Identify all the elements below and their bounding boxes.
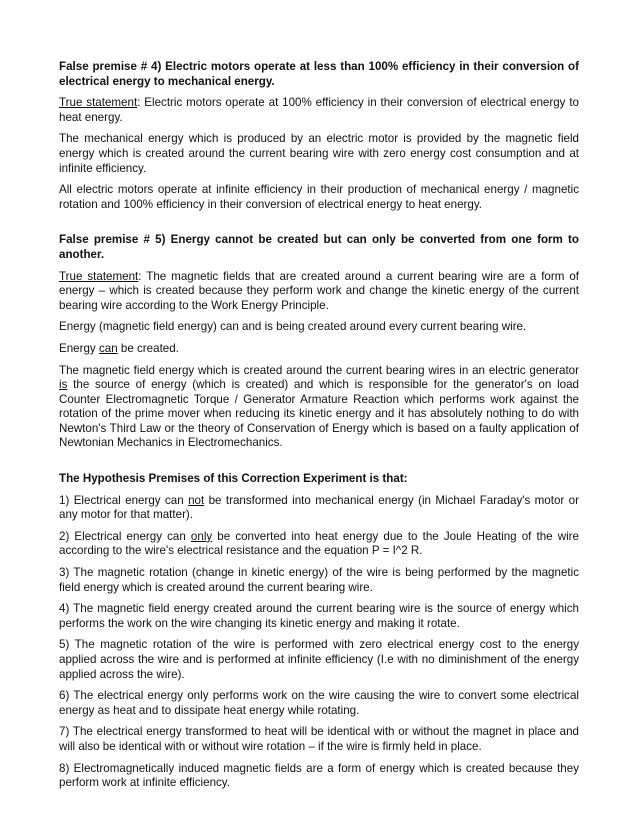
section-5-paragraph-1: Energy (magnetic field energy) can and is being created around every current bearing wire.	[59, 320, 527, 334]
hypothesis-item-8: 8) Electromagnetically induced magnetic fields are a form of energy which is created because they perform work at infinite efficiency.	[59, 761, 579, 790]
section-4-paragraph-2: All electric motors operate at infinite efficiency in their production of mechanical energy / magnetic rotation and 100% efficiency in their conversion of electrical energy to heat energy.	[59, 183, 579, 211]
section-5-paragraph-3	[59, 364, 579, 452]
section-5-heading: False premise # 5) Energy cannot be created but can only be converted from one form to another.	[59, 233, 579, 261]
text-run: be transformed into mechanical energy (in Michael Faraday's motor or any motor for that matter).	[59, 493, 579, 522]
hypothesis-item-4: 4) The magnetic field energy created around the current bearing wire is the source of energy which performs the work on the wire changing its kinetic energy and making it rotate.	[59, 602, 579, 630]
underlined-word: is	[59, 378, 68, 392]
true-statement-label: True statement	[59, 96, 138, 110]
text-run: 1) Electrical energy can	[59, 493, 189, 507]
underlined-word: not	[188, 493, 205, 507]
text-run: be converted into heat energy due to the Joule Heating of the wire according to the wire's electrical resistance and the equation P = I^2 R.	[59, 529, 579, 558]
underlined-word: only	[190, 529, 213, 543]
section-4-heading: False premise # 4) Electric motors operate at less than 100% efficiency in their conversion of electrical energy to mechanical energy.	[59, 60, 579, 88]
hypothesis-heading: The Hypothesis Premises of this Correction Experiment is that:	[59, 472, 408, 486]
true-statement-text: : Electric motors operate at 100% efficiency in their conversion of electrical energy to heat energy.	[59, 96, 579, 124]
text-run: The magnetic field energy which is created around the current bearing wires in an electric generator	[59, 363, 579, 377]
section-4-paragraph-1: The mechanical energy which is produced by an electric motor is provided by the magnetic field energy which is created around the current bearing wire with zero energy cost consumption and at infinite efficiency.	[59, 132, 579, 175]
section-5-paragraph-2	[59, 342, 579, 357]
document-page	[59, 60, 579, 798]
hypothesis-item-6: 6) The electrical energy only performs work on the wire causing the wire to convert some electrical energy as heat and to dissipate heat energy while rotating.	[59, 689, 579, 717]
section-spacer	[59, 219, 579, 233]
text-run: Energy	[59, 341, 99, 355]
section-spacer	[59, 458, 579, 472]
hypothesis-item-5: 5) The magnetic rotation of the wire is performed with zero electrical energy cost to the energy applied across the wire and is performed at infinite efficiency (I.e with no diminishment of the energy applied across the wire).	[59, 638, 579, 681]
true-statement-text: : The magnetic fields that are created around a current bearing wire are a form of energy – which is created because they perform work and change the kinetic energy of the current bearing wire according to the Work Energy Principle.	[59, 269, 579, 312]
hypothesis-item-1	[59, 494, 579, 523]
section-5-true-statement	[59, 270, 579, 314]
hypothesis-item-2	[59, 530, 579, 559]
hypothesis-item-7: 7) The electrical energy transformed to heat will be identical with or without the magnet in place and will also be identical with or without wire rotation – if the wire is firmly held in place.	[59, 725, 579, 753]
text-run: the source of energy (which is created) and which is responsible for the generator's on load Counter Electromagnetic Torque / Generator Armature Reaction which performs work against the rotation of the prime mover when reducing its kinetic energy and it has absolutely nothing to do with Newton's Third Law or the theory of Conservation of Energy which is based on a faulty application of Newtonian Mechanics in Electromechanics.	[59, 378, 579, 450]
true-statement-label: True statement	[59, 269, 139, 283]
text-run: be created.	[117, 341, 179, 355]
section-4-true-statement	[59, 96, 579, 125]
underlined-word: can	[98, 341, 118, 355]
text-run: 2) Electrical energy can	[59, 529, 191, 543]
hypothesis-item-3: 3) The magnetic rotation (change in kinetic energy) of the wire is being performed by the magnetic field energy which is created around the current bearing wire.	[59, 566, 579, 594]
